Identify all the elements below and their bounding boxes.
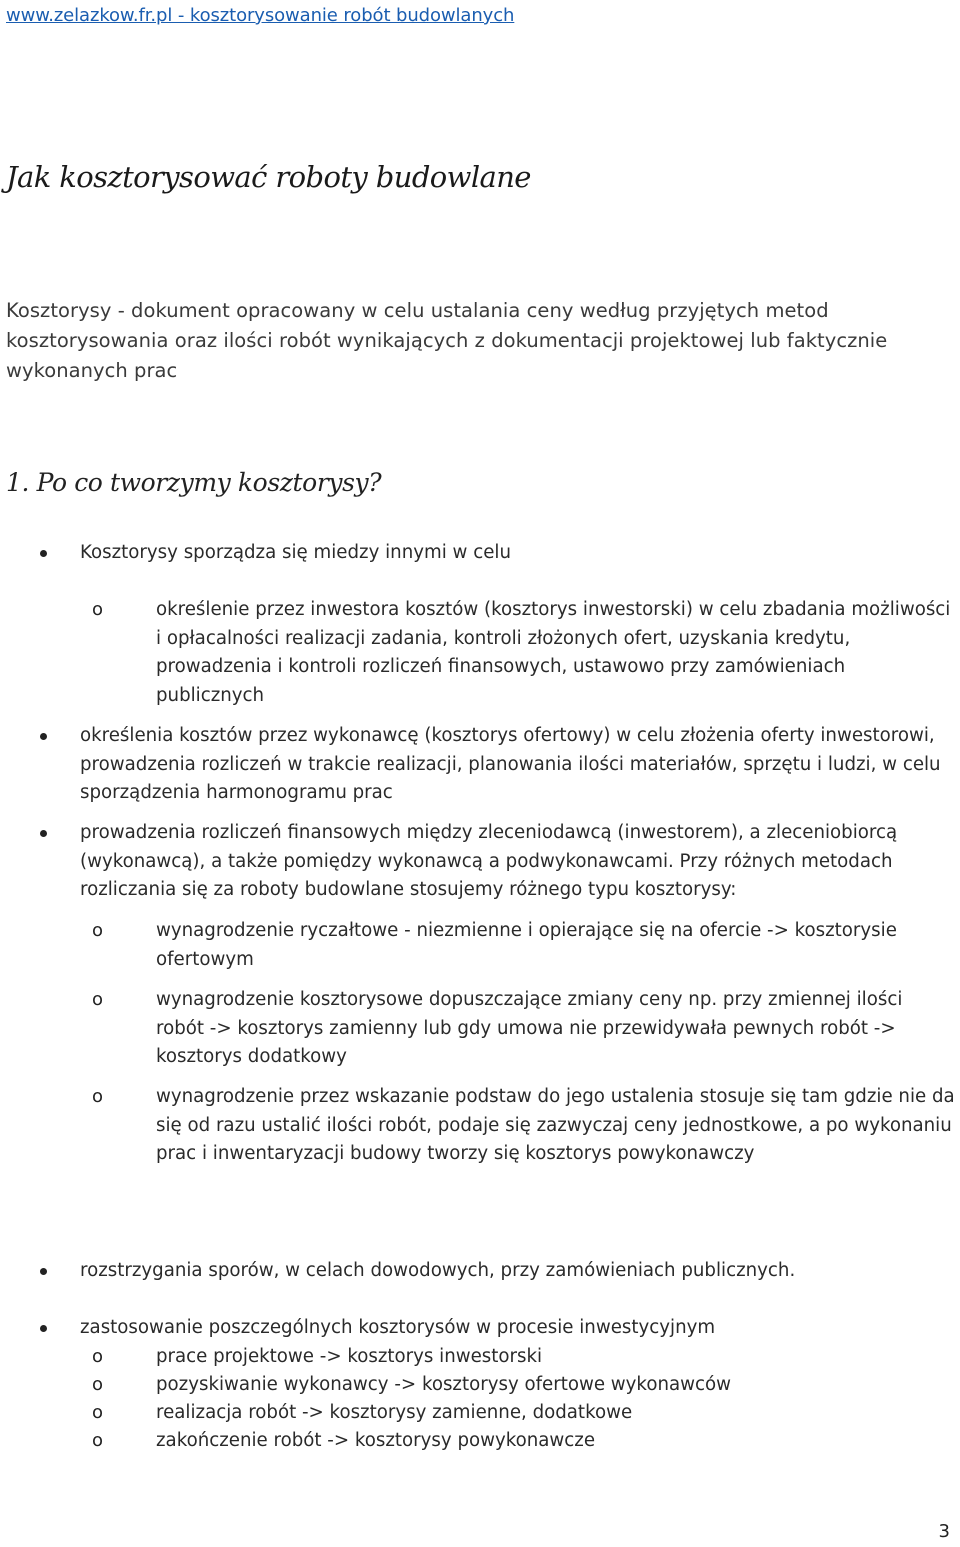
- bullet-dot-icon: [40, 1268, 47, 1275]
- bullet-dot-icon: [40, 1325, 47, 1332]
- bullet-circle-icon: o: [92, 1402, 104, 1423]
- list-item: określenia kosztów przez wykonawcę (kosztorys ofertowy) w celu złożenia oferty inwestorowi, prowadzenia rozliczeń w trakcie realizacji, planowania ilości materiałów, sprzętu i ludzi, w celu sporządzenia harmonogramu prac: [80, 722, 956, 808]
- bullet-circle-icon: o: [92, 1430, 104, 1451]
- list-item: rozstrzygania sporów, w celach dowodowych, przy zamówieniach publicznych.: [80, 1257, 956, 1286]
- list-item: o wynagrodzenie przez wskazanie podstaw do jego ustalenia stosuje się tam gdzie nie da się od razu ustalić ilości robót, podaje się zazwyczaj ceny jednostkowe, a po wykonaniu prac i inwentaryzacji budowy tworzy się kosztorys powykonawczy: [156, 1083, 956, 1169]
- list-item: o prace projektowe -> kosztorys inwestorski: [156, 1343, 956, 1372]
- bullet-dot-icon: [40, 550, 47, 557]
- bullet-dot-icon: [40, 733, 47, 740]
- intro-paragraph: Kosztorysy - dokument opracowany w celu ustalania ceny według przyjętych metod kosztorysowania oraz ilości robót wynikających z dokumentacji projektowej lub faktycznie wykonanych prac: [6, 299, 888, 382]
- list-item: o wynagrodzenie ryczałtowe - niezmienne i opierające się na ofercie -> kosztorysie ofertowym: [156, 917, 956, 974]
- header-link[interactable]: www.zelazkow.fr.pl - kosztorysowanie robót budowlanych: [6, 5, 515, 26]
- list-item: o określenie przez inwestora kosztów (kosztorys inwestorski) w celu zbadania możliwości i opłacalności realizacji zadania, kontroli złożonych ofert, uzyskania kredytu, prowadzenia i kontroli rozliczeń finansowych, ustawowo przy zamówieniach publicznych: [156, 596, 956, 710]
- page-title: Jak kosztorysować roboty budowlane: [6, 160, 531, 194]
- list-item: Kosztorysy sporządza się miedzy innymi w celu: [80, 539, 956, 568]
- list-item: o zakończenie robót -> kosztorysy powykonawcze: [156, 1427, 956, 1456]
- list-item: prowadzenia rozliczeń finansowych między zleceniodawcą (inwestorem), a zleceniobiorcą (wykonawcą), a także pomiędzy wykonawcą a podwykonawcami. Przy różnych metodach rozliczania się za roboty budowlane stosujemy różnego typu kosztorysy:: [80, 819, 956, 905]
- page-number: 3: [938, 1521, 950, 1542]
- bullet-circle-icon: o: [92, 1374, 104, 1395]
- bullet-circle-icon: o: [92, 1086, 104, 1107]
- bullet-dot-icon: [40, 830, 47, 837]
- bullet-circle-icon: o: [92, 599, 104, 620]
- bullet-circle-icon: o: [92, 920, 104, 941]
- list-item: o realizacja robót -> kosztorysy zamienne, dodatkowe: [156, 1399, 956, 1428]
- list-item: o pozyskiwanie wykonawcy -> kosztorysy ofertowe wykonawców: [156, 1371, 956, 1400]
- bullet-circle-icon: o: [92, 1346, 104, 1367]
- list-item: o wynagrodzenie kosztorysowe dopuszczające zmiany ceny np. przy zmiennej ilości robót -> kosztorys zamienny lub gdy umowa nie przewidywała pewnych robót -> kosztorys dodatkowy: [156, 986, 956, 1072]
- section-heading: 1. Po co tworzymy kosztorysy?: [6, 468, 382, 497]
- bullet-circle-icon: o: [92, 989, 104, 1010]
- list-item: zastosowanie poszczególnych kosztorysów w procesie inwestycyjnym: [80, 1314, 956, 1343]
